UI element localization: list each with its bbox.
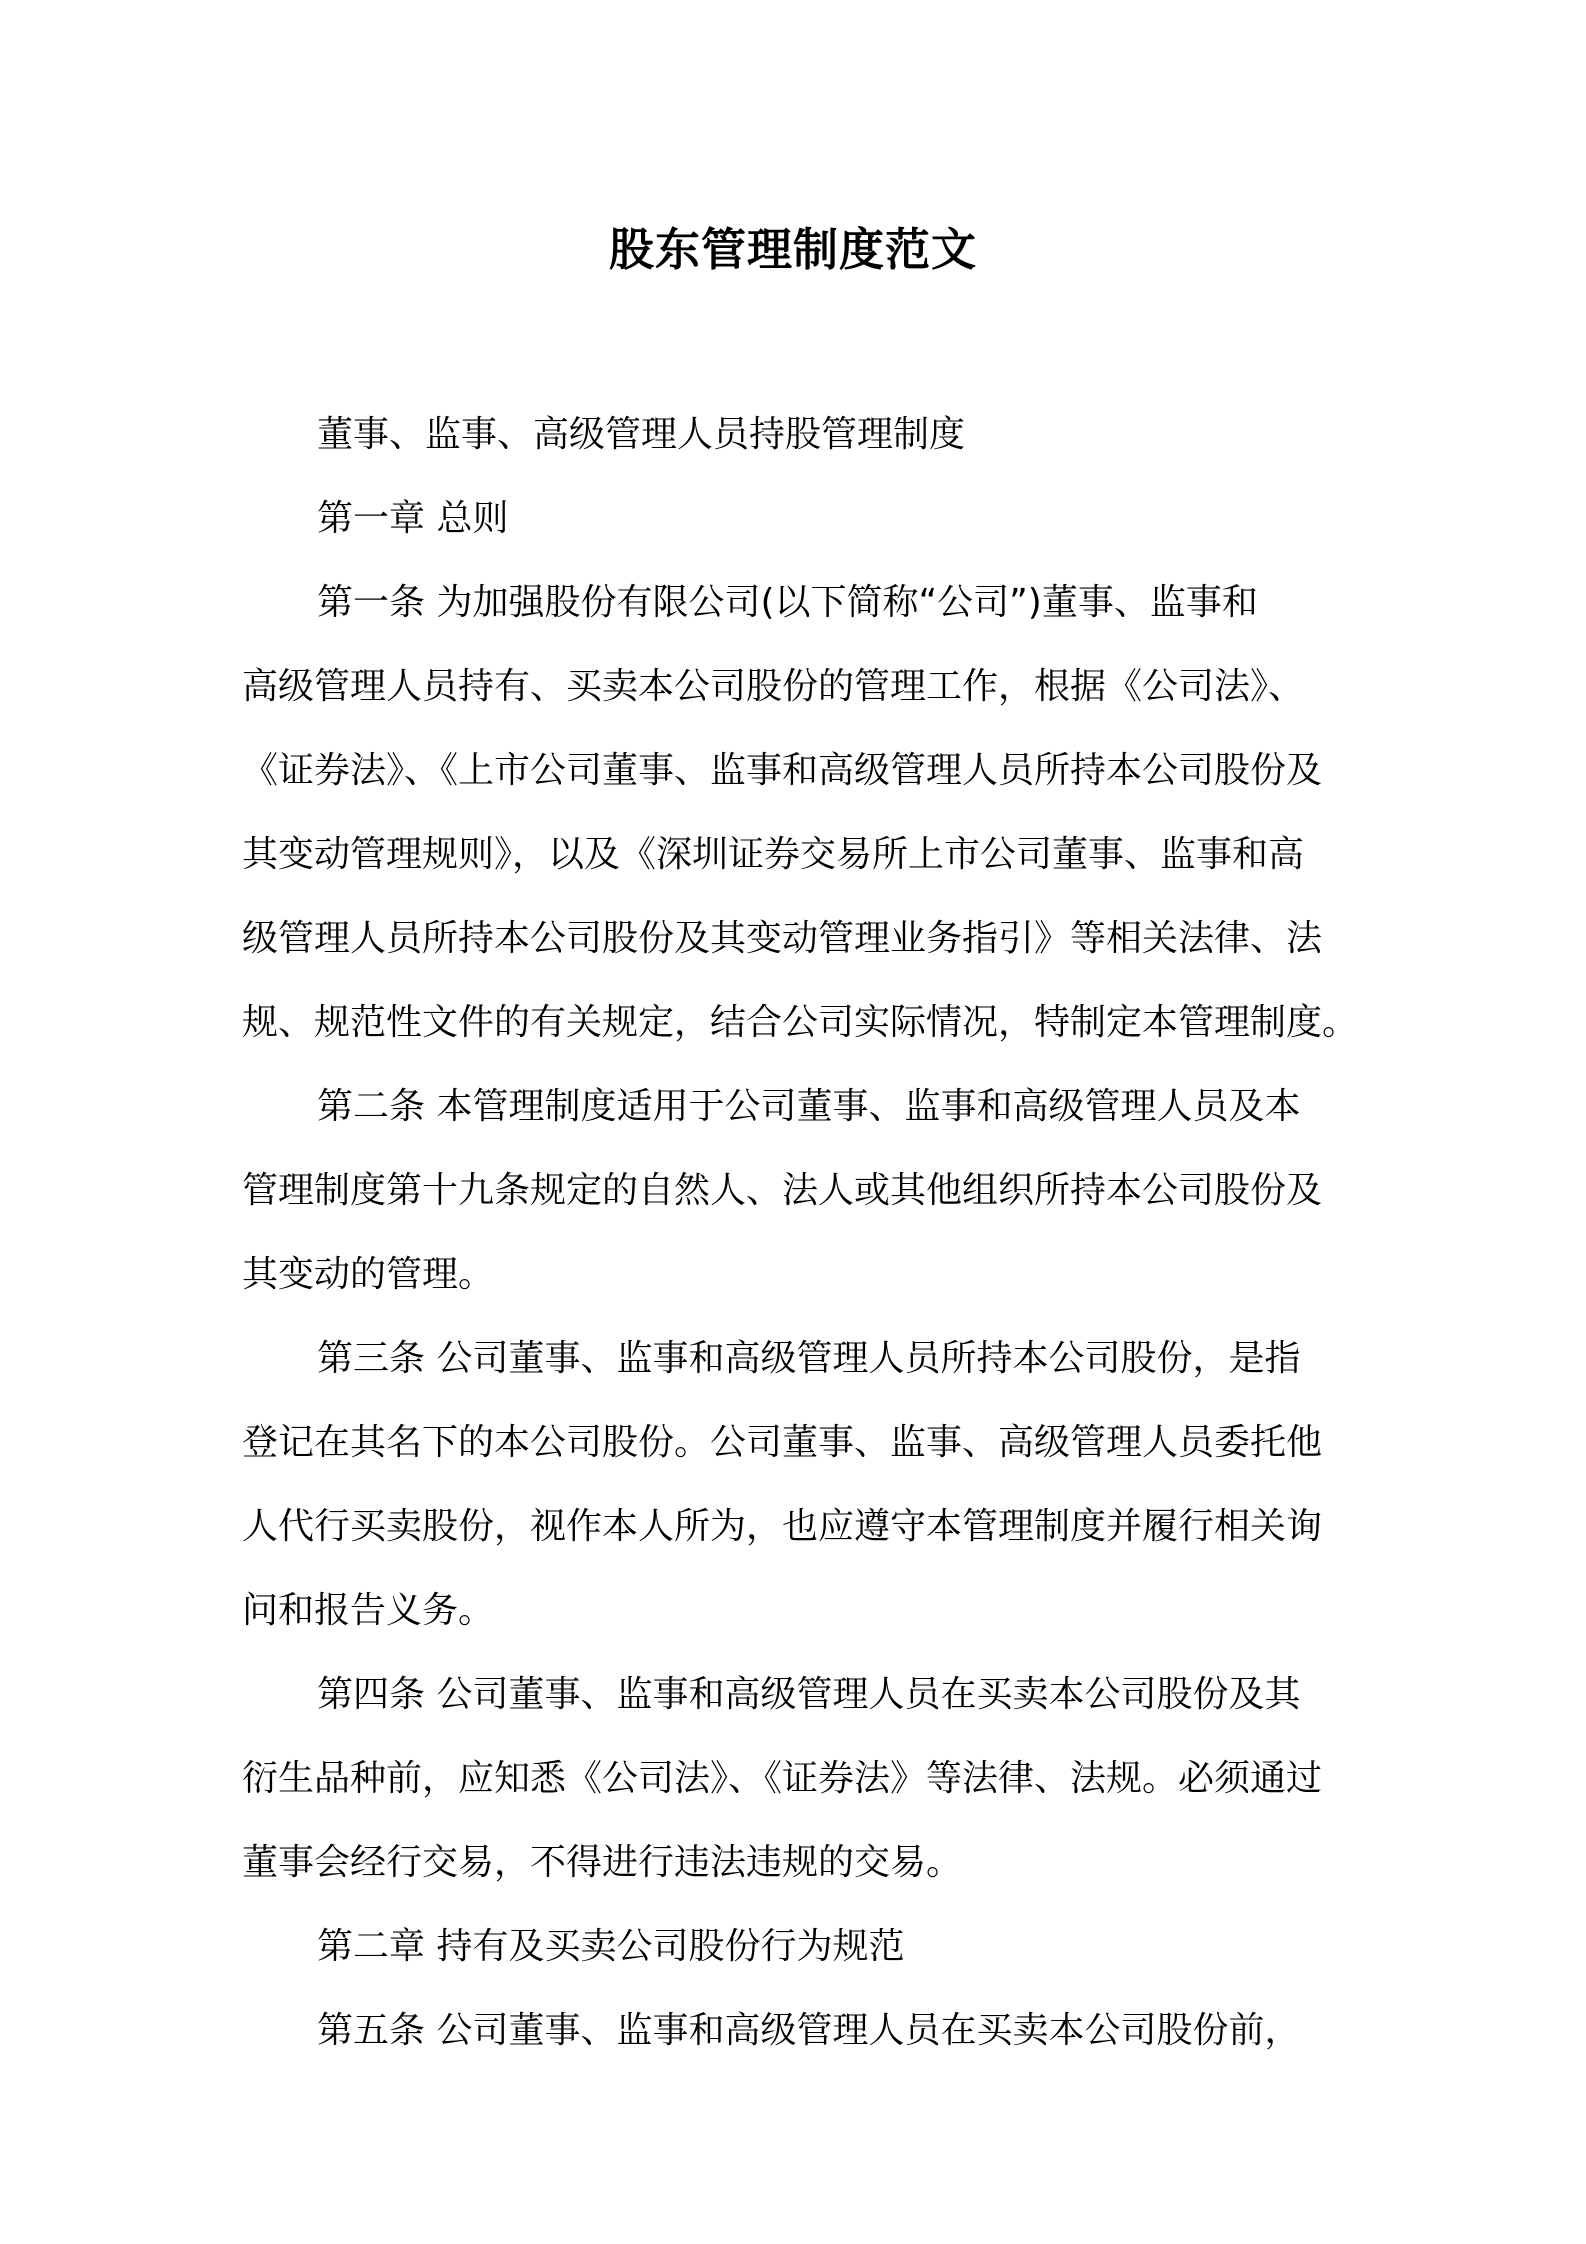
chapter-heading: 第一章 总则 [317, 498, 509, 539]
article-line: 第一条 为加强股份有限公司(以下简称“公司”)董事、监事和 [317, 582, 1258, 623]
paragraph-line: 规、规范性文件的有关规定，结合公司实际情况，特制定本管理制度。 [242, 1002, 1359, 1043]
document-body [242, 393, 1359, 2073]
paragraph-line: 人代行买卖股份，视作本人所为，也应遵守本管理制度并履行相关询 [242, 1506, 1323, 1547]
article-line: 第五条 公司董事、监事和高级管理人员在买卖本公司股份前， [317, 2010, 1301, 2051]
chapter-heading: 第二章 持有及买卖公司股份行为规范 [317, 1926, 905, 1967]
article-line: 第三条 公司董事、监事和高级管理人员所持本公司股份，是指 [317, 1338, 1301, 1379]
paragraph-line: 级管理人员所持本公司股份及其变动管理业务指引》等相关法律、法 [242, 918, 1323, 959]
paragraph-line: 董事会经行交易，不得进行违法违规的交易。 [242, 1842, 963, 1883]
paragraph-line: 《证券法》、《上市公司董事、监事和高级管理人员所持本公司股份及 [242, 750, 1323, 791]
paragraph-line: 高级管理人员持有、买卖本公司股份的管理工作，根据《公司法》、 [242, 666, 1305, 707]
paragraph-line: 其变动管理规则》，以及《深圳证券交易所上市公司董事、监事和高 [242, 834, 1305, 875]
paragraph-line: 问和报告义务。 [242, 1590, 495, 1631]
article-line: 第二条 本管理制度适用于公司董事、监事和高级管理人员及本 [317, 1086, 1301, 1127]
paragraph-line: 衍生品种前，应知悉《公司法》、《证券法》等法律、法规。必须通过 [242, 1758, 1323, 1799]
paragraph-line: 董事、监事、高级管理人员持股管理制度 [317, 414, 966, 455]
article-line: 第四条 公司董事、监事和高级管理人员在买卖本公司股份及其 [317, 1674, 1301, 1715]
paragraph-line: 其变动的管理。 [242, 1254, 495, 1295]
document-title: 股东管理制度范文 [608, 223, 977, 276]
paragraph-line: 登记在其名下的本公司股份。公司董事、监事、高级管理人员委托他 [242, 1422, 1323, 1463]
paragraph-line: 管理制度第十九条规定的自然人、法人或其他组织所持本公司股份及 [242, 1170, 1323, 1211]
